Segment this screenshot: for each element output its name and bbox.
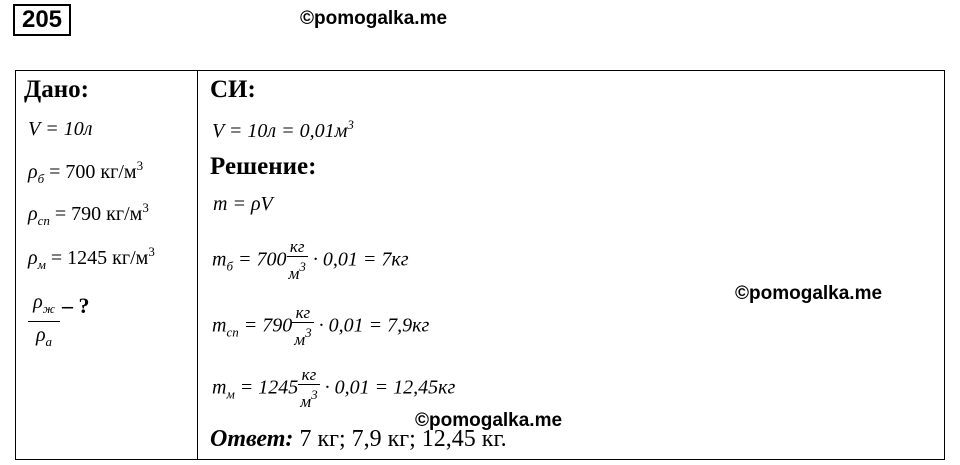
- mass-step-honey: $m_м = 1245$ $\frac{кг}{м^3}$ · 0,01 = 12,45кг: [212, 365, 456, 411]
- watermark: ©pomogalka.me: [735, 283, 883, 304]
- mass-formula: m = ρV: [213, 193, 273, 215]
- problem-number: 205: [13, 4, 71, 36]
- si-volume: $V = 10л = 0,01м^3$: [212, 117, 354, 142]
- find-question: – ?: [62, 293, 90, 318]
- watermark: ©pomogalka.me: [415, 410, 563, 431]
- solution-heading: Решение:: [210, 153, 317, 180]
- given-density-honey: $\rho_м = 1245$ $кг/м^3$: [28, 244, 155, 272]
- given-density-alcohol: $\rho_{сп} = 790$ $кг/м^3$: [28, 200, 149, 228]
- given-heading: Дано:: [24, 76, 89, 103]
- given-volume: V = 10л: [28, 118, 93, 140]
- watermark: ©pomogalka.me: [300, 8, 448, 29]
- given-density-gasoline: $\rho_б = 700$ $кг/м^3$: [28, 158, 144, 186]
- column-divider: [197, 70, 198, 460]
- answer-text: 7 кг; 7,9 кг; 12,45 кг.: [293, 426, 507, 452]
- answer-line: [210, 426, 507, 453]
- find-ratio: $\rho_ж$ $\rho_а$: [28, 290, 60, 355]
- mass-step-alcohol: $m_{сп} = 790$ $\frac{кг}{м^3}$ · 0,01 = 7,9кг: [212, 303, 430, 349]
- si-heading: СИ:: [210, 76, 256, 103]
- answer-label: Ответ:: [210, 426, 294, 452]
- mass-step-gasoline: $m_б = 700$ $\frac{кг}{м^3}$ · 0,01 = 7кг: [212, 237, 409, 283]
